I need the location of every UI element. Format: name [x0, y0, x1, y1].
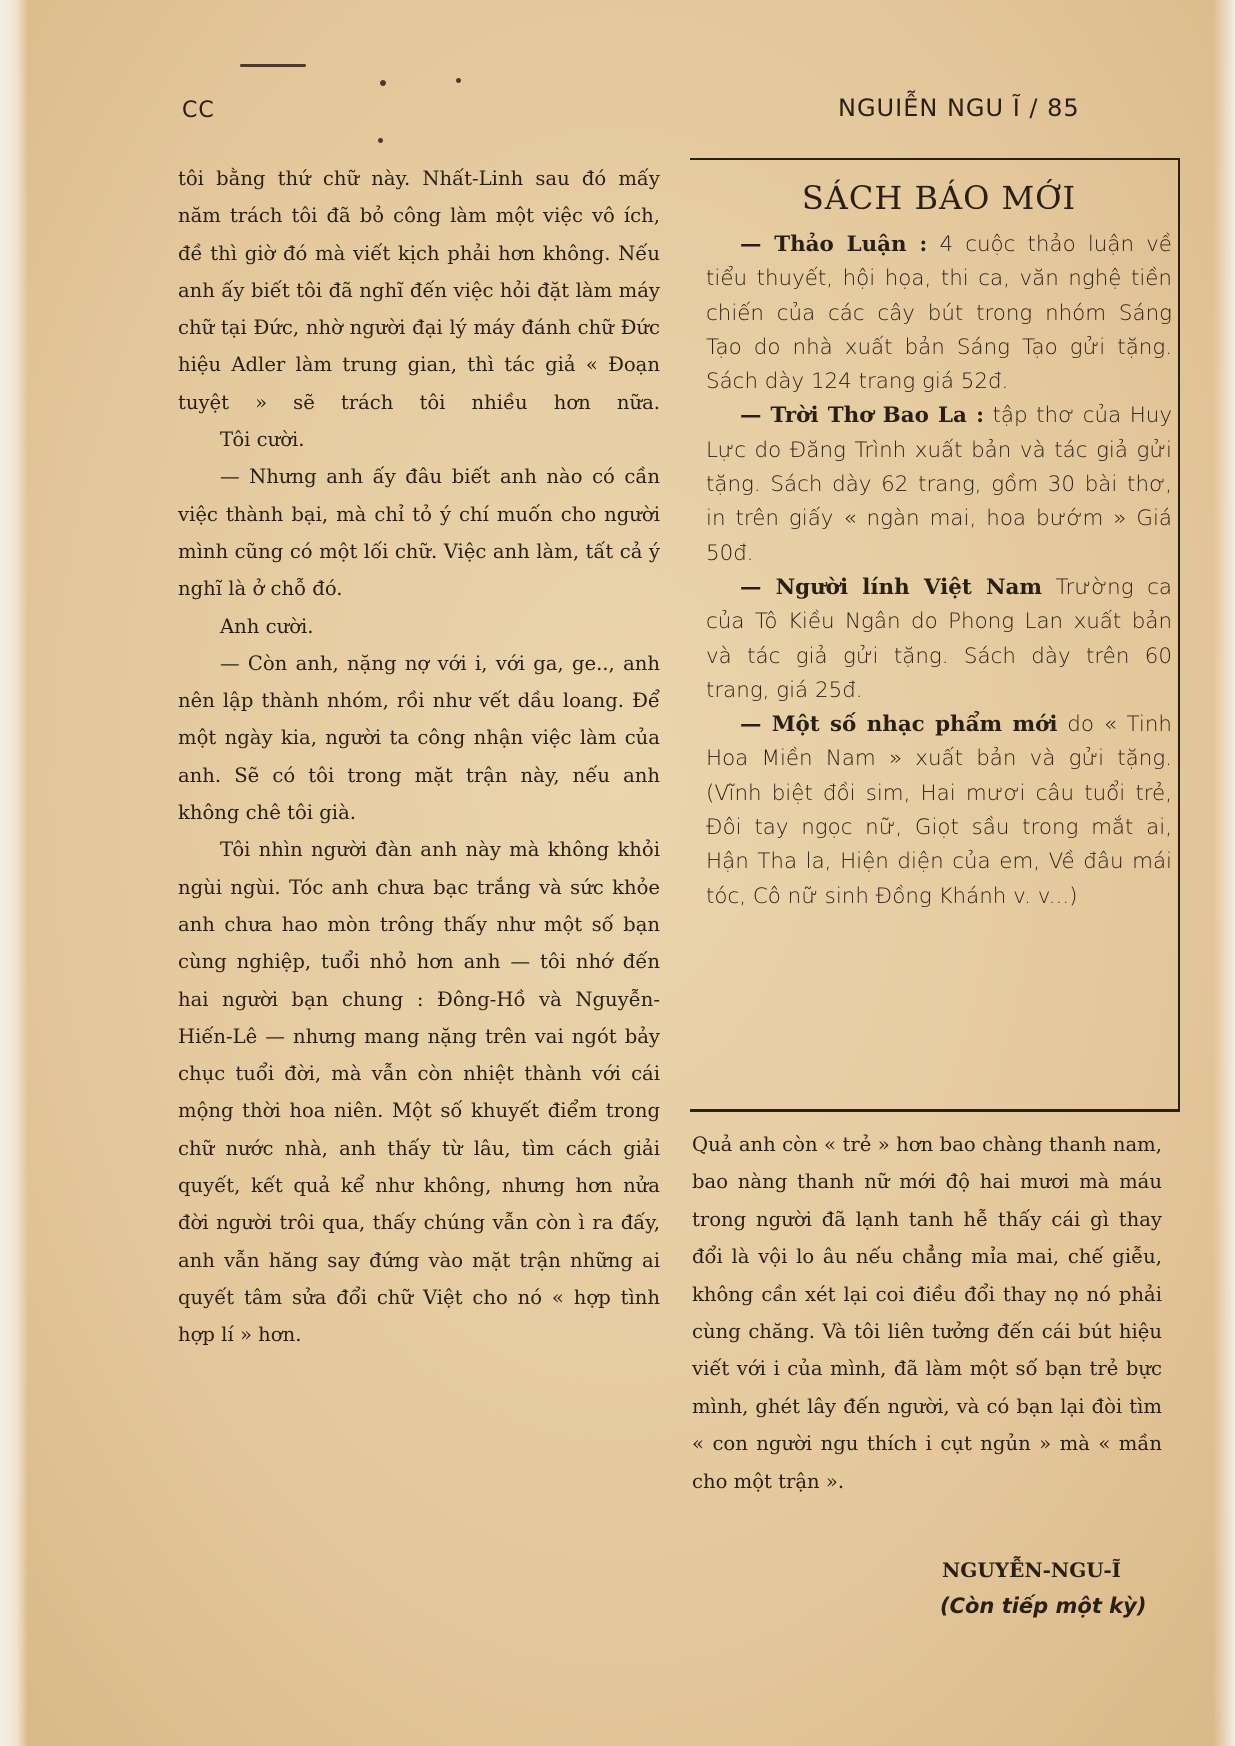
book-entry-title: — Trời Thơ Bao La : — [740, 403, 984, 429]
book-entry-body: Trường ca của Tô Kiều Ngân do Phong Lan xuất bản và tác giả gửi tặng. Sách dày trên 60 trang, giá 25đ. — [706, 574, 1172, 703]
paragraph: Quả anh còn « trẻ » hơn bao chàng thanh nam, bao nàng thanh nữ mới độ hai mươi mà máu trong người đã lạnh tanh hễ thấy cái gì thay đổi là vội lo âu nếu chẳng mỉa mai, chế giễu, không cần xét lại coi điều đổi thay nọ nó phải cùng chăng. Và tôi liên tưởng đến cái bút hiệu viết với i của mình, đã làm một số bạn trẻ bực mình, ghét lây đến người, và có bạn lại đòi tìm « con người ngu thích i cụt ngủn » mà « mần cho một trận ». — [692, 1133, 1162, 1493]
left-column — [178, 160, 660, 1354]
paragraph: Anh cười. — [220, 614, 314, 638]
book-entry — [706, 571, 1172, 708]
header-left: CC — [182, 98, 215, 123]
book-entry-body: 4 cuộc thảo luận về tiểu thuyết, hội họa, thi ca, văn nghệ tiền chiến của các cây bút trong nhóm Sáng Tạo do nhà xuất bản Sáng Tạo gửi tặng. Sách dày 124 trang giá 52đ. — [706, 232, 1172, 395]
right-column — [692, 1126, 1162, 1500]
ink-dot — [380, 80, 386, 86]
ink-mark — [240, 64, 306, 67]
book-entry — [706, 399, 1172, 570]
book-entry-body: do « Tinh Hoa Miền Nam » xuất bản và gửi tặng. (Vĩnh biệt đồi sim, Hai mươi câu tuổi trẻ, Đôi tay ngọc nữ, Giọt sầu trong mắt ai, Hận Tha la, Hiện diện của em, Về đâu mái tóc, Cô nữ sinh Đồng Khánh v. v...) — [706, 712, 1172, 909]
new-books-content — [706, 172, 1172, 914]
ink-dot — [378, 138, 383, 143]
paragraph: Tôi nhìn người đàn anh này mà không khỏi ngùi ngùi. Tóc anh chưa bạc trắng và sức khỏe anh chưa hao mòn trông thấy như một số bạn cùng nghiệp, tuổi nhỏ hơn anh — tôi nhớ đến hai người bạn chung : Đông-Hồ và Nguyễn-Hiến-Lê — nhưng mang nặng trên vai ngót bảy chục tuổi đời, mà vẫn còn nhiệt thành với cái mộng thời hoa niên. Một số khuyết điểm trong chữ nước nhà, anh thấy từ lâu, tìm cách giải quyết, kết quả kể như không, nhưng hơn nửa đời người trôi qua, thấy chúng vẫn còn ì ra đấy, anh vẫn hăng say đứng vào mặt trận những ai quyết tâm sửa đổi chữ Việt cho nó « hợp tình hợp lí » hơn. — [178, 838, 660, 1347]
box-title: SÁCH BÁO MỚI — [801, 179, 1077, 217]
book-entry — [706, 228, 1172, 399]
running-header: NGUIỄN NGU Ĩ / 85 — [838, 94, 1080, 122]
paragraph: — Còn anh, nặng nợ với i, với ga, ge.., anh nên lập thành nhóm, rồi như vết dầu loang. Để một ngày kia, người ta công nhận việc làm của anh. Sẽ có tôi trong mặt trận này, nếu anh không chê tôi già. — [178, 651, 660, 825]
ink-dot — [456, 78, 461, 83]
book-entry-title: — Người lính Việt Nam — [740, 574, 1042, 600]
paragraph: Tôi cười. — [220, 428, 305, 452]
paragraph: tôi bằng thứ chữ này. Nhất-Linh sau đó mấy năm trách tôi đã bỏ công làm một việc vô ích, đề thì giờ đó mà viết kịch phải hơn không. Nếu anh ấy biết tôi đã nghĩ đến việc hỏi đặt làm máy chữ tại Đức, nhờ người đại lý máy đánh chữ Đức hiệu Adler làm trung gian, thì tác giả « Đoạn tuyệt » sẽ trách tôi nhiều hơn nữa. — [178, 167, 660, 414]
book-entry-body: tập thơ của Huy Lực do Đăng Trình xuất bản và tác giả gửi tặng. Sách dày 62 trang, gồm 30 bài thơ, in trên giấy « ngàn mai, hoa bướm » Giá 50đ. — [706, 403, 1172, 566]
book-entry — [706, 708, 1172, 914]
paragraph: — Nhưng anh ấy đâu biết anh nào có cần việc thành bại, mà chỉ tỏ ý chí muốn cho người mình cũng có một lối chữ. Việc anh làm, tất cả ý nghĩ là ở chỗ đó. — [178, 465, 660, 601]
continued-note: (Còn tiếp một kỳ) — [940, 1594, 1147, 1618]
book-entry-title: — Một số nhạc phẩm mới — [740, 712, 1058, 738]
book-entry-title: — Thảo Luận : — [740, 232, 928, 257]
author-signature: NGUYỄN-NGU-Ĩ — [942, 1558, 1122, 1582]
